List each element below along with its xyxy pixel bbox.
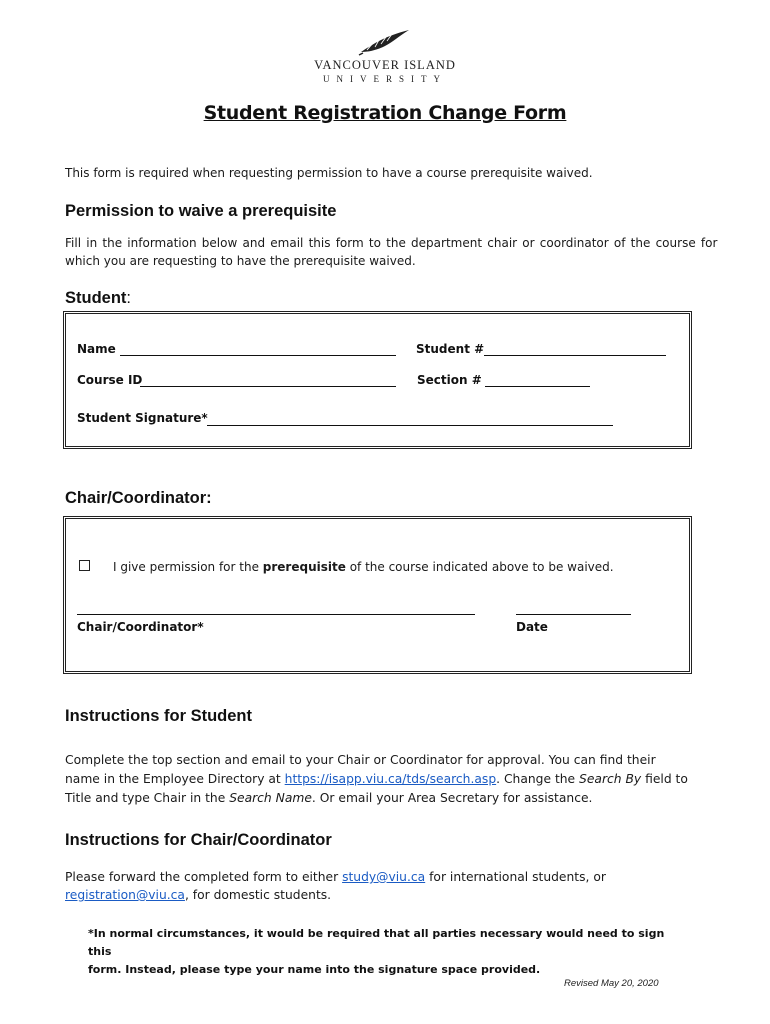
chair-signature-label: Chair/Coordinator* [77, 620, 204, 634]
student-number-label: Student # [416, 342, 485, 356]
course-id-field[interactable] [140, 386, 396, 387]
instructions-chair-line2 [65, 888, 331, 902]
registration-email-link[interactable]: registration@viu.ca [65, 888, 185, 902]
employee-directory-link[interactable]: https://isapp.viu.ca/tds/search.asp [284, 772, 497, 786]
permission-text-line2: which you are requesting to have the prerequisite waived. [65, 254, 416, 268]
permission-statement-bold: prerequisite [262, 560, 346, 574]
page-title: Student Registration Change Form [203, 102, 567, 124]
instructions-student-line2-pre: name in the Employee Directory at [65, 772, 285, 786]
instructions-chair-line1 [65, 870, 606, 884]
search-by-text: Search By [579, 772, 642, 786]
instructions-student-line3-post: . Or email your Area Secretary for assistance. [311, 791, 593, 805]
chair-heading: Chair/Coordinator: [65, 489, 212, 507]
permission-checkbox[interactable] [79, 560, 90, 571]
date-field[interactable] [516, 614, 631, 615]
permission-statement [113, 560, 614, 574]
study-email-link[interactable]: study@viu.ca [342, 870, 426, 884]
permission-heading: Permission to waive a prerequisite [65, 202, 337, 220]
instructions-student-line3 [65, 791, 592, 805]
student-info-box [63, 311, 692, 449]
instructions-student-line2-mid: . Change the [496, 772, 580, 786]
signature-note [88, 925, 688, 979]
student-heading-colon: : [126, 289, 132, 307]
student-heading-text: Student [65, 289, 127, 307]
instructions-chair-line1-pre: Please forward the completed form to either [65, 870, 343, 884]
search-name-text: Search Name [229, 791, 312, 805]
student-number-field[interactable] [484, 355, 666, 356]
intro-text: This form is required when requesting permission to have a course prerequisite waived. [65, 166, 593, 180]
instructions-student-heading: Instructions for Student [65, 707, 252, 725]
student-heading [65, 289, 131, 308]
instructions-chair-line1-post: for international students, or [425, 870, 606, 884]
permission-statement-post: of the course indicated above to be waived. [345, 560, 614, 574]
instructions-student-line2 [65, 772, 688, 786]
instructions-student-line2-post: field to [641, 772, 688, 786]
instructions-student-line1: Complete the top section and email to your Chair or Coordinator for approval. You can find their [65, 753, 656, 767]
date-label: Date [516, 620, 548, 634]
university-logo [290, 26, 480, 86]
permission-statement-pre: I give permission for the [113, 560, 263, 574]
logo-text-university: UNIVERSITY [323, 74, 447, 84]
course-id-label: Course ID [77, 373, 143, 387]
leaf-logo-icon [355, 26, 415, 56]
name-label: Name [77, 342, 116, 356]
signature-note-line2: form. Instead, please type your name into the signature space provided. [88, 963, 541, 976]
instructions-chair-heading: Instructions for Chair/Coordinator [65, 831, 332, 849]
chair-approval-box [63, 516, 692, 674]
instructions-chair-line2-post: , for domestic students. [184, 888, 332, 902]
permission-text-line1: Fill in the information below and email this form to the department chair or coordinator of the course for [65, 236, 718, 250]
section-number-label: Section # [417, 373, 482, 387]
logo-text-vancouver-island: VANCOUVER ISLAND [314, 58, 456, 72]
signature-note-line1: *In normal circumstances, it would be required that all parties necessary would need to sign this [88, 927, 665, 958]
revised-date: Revised May 20, 2020 [564, 978, 659, 989]
instructions-student-line3-pre: Title and type Chair in the [65, 791, 230, 805]
chair-signature-field[interactable] [77, 614, 475, 615]
student-signature-field[interactable] [207, 425, 613, 426]
section-number-field[interactable] [485, 386, 590, 387]
name-field[interactable] [120, 355, 396, 356]
student-signature-label: Student Signature* [77, 411, 208, 425]
